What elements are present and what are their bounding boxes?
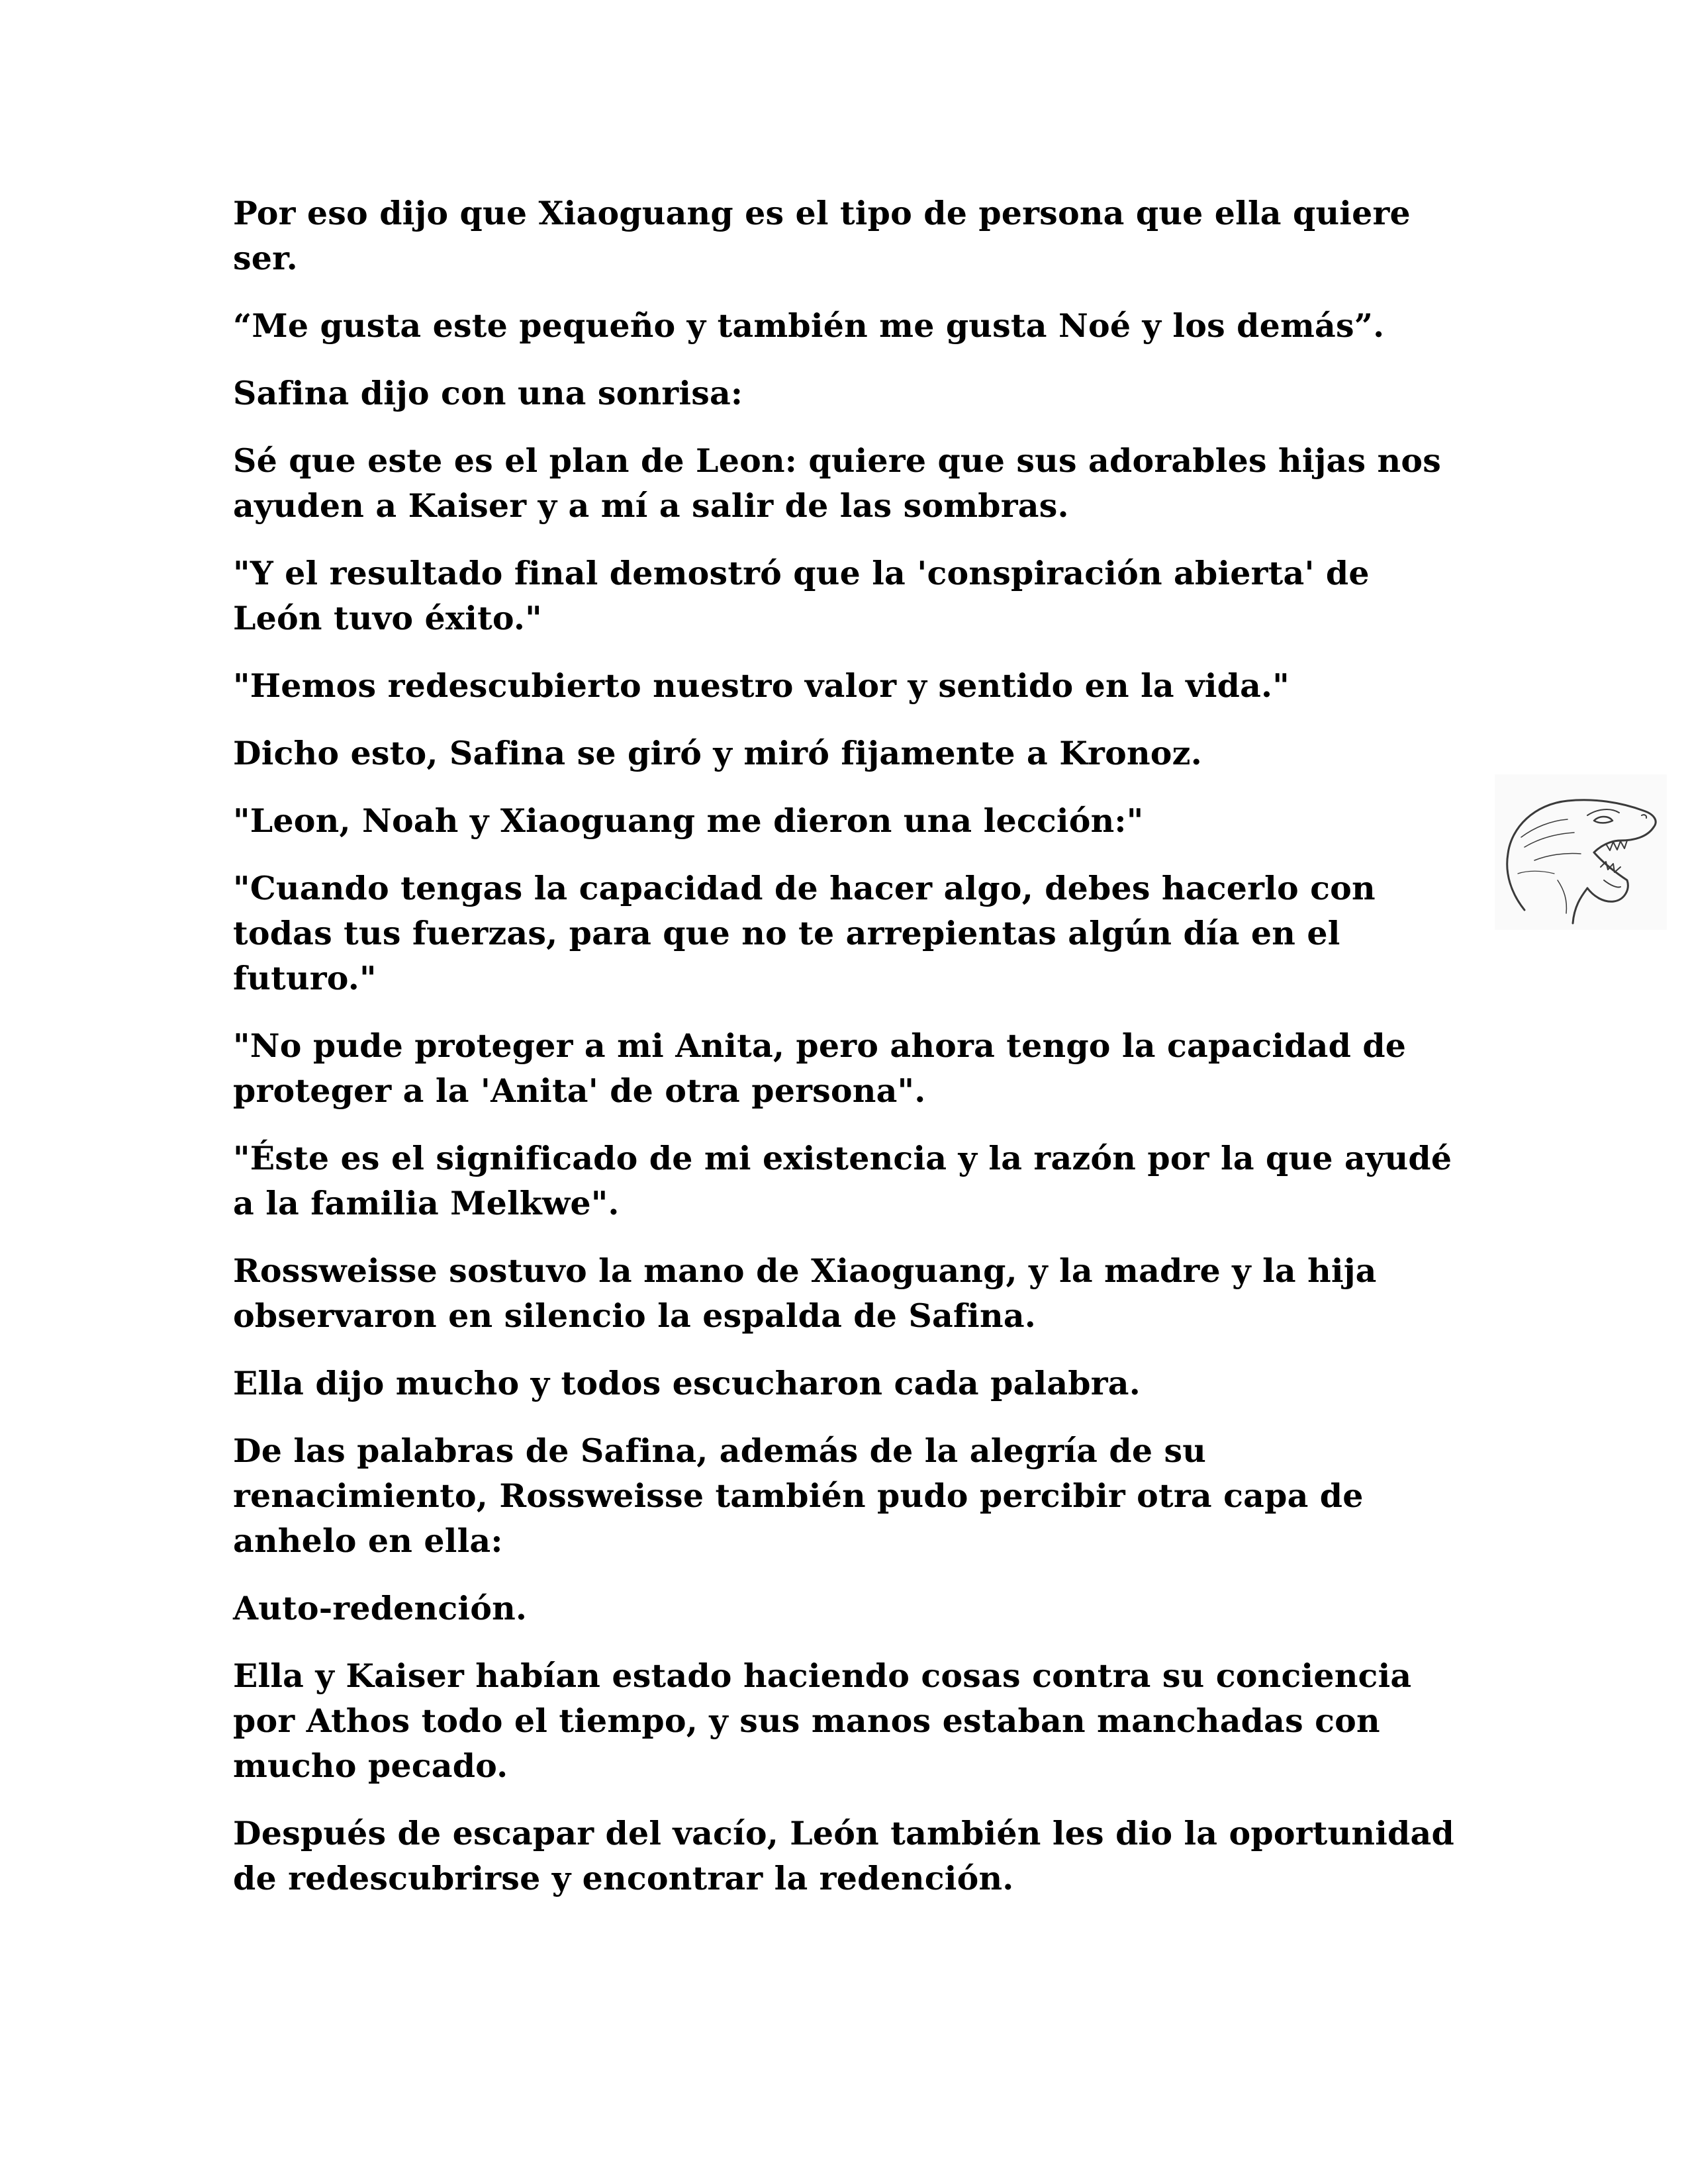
paragraph: "Y el resultado final demostró que la 'conspiración abierta' de León tuvo éxito." xyxy=(233,554,1370,637)
paragraph: Sé que este es el plan de Leon: quiere que sus adorables hijas nos ayuden a Kaiser y a mí a salir de las sombras. xyxy=(233,441,1442,525)
paragraph: "No pude proteger a mi Anita, pero ahora tengo la capacidad de proteger a la 'Anita' de otra persona". xyxy=(233,1026,1407,1110)
paragraph: “Me gusta este pequeño y también me gusta Noé y los demás”. xyxy=(233,306,1385,345)
paragraph: Safina dijo con una sonrisa: xyxy=(233,374,743,412)
paragraph: Por eso dijo que Xiaoguang es el tipo de persona que ella quiere ser. xyxy=(233,194,1411,277)
paragraph: Ella y Kaiser habían estado haciendo cosas contra su conciencia por Athos todo el tiempo, y sus manos estaban manchadas con mucho pecado. xyxy=(233,1657,1412,1785)
paragraph: "Leon, Noah y Xiaoguang me dieron una lección:" xyxy=(233,801,1144,840)
dinosaur-head-sketch-icon xyxy=(1495,774,1667,930)
paragraph: Dicho esto, Safina se giró y miró fijamente a Kronoz. xyxy=(233,734,1202,772)
paragraph: De las palabras de Safina, además de la alegría de su renacimiento, Rossweisse también pudo percibir otra capa de anhelo en ella: xyxy=(233,1432,1364,1560)
paragraph: Después de escapar del vacío, León también les dio la oportunidad de redescubrirse y encontrar la redención. xyxy=(233,1814,1454,1897)
paragraph: "Éste es el significado de mi existencia y la razón por la que ayudé a la familia Melkwe". xyxy=(233,1139,1452,1222)
paragraph: Rossweisse sostuvo la mano de Xiaoguang, y la madre y la hija observaron en silencio la espalda de Safina. xyxy=(233,1251,1377,1335)
paragraph: "Cuando tengas la capacidad de hacer algo, debes hacerlo con todas tus fuerzas, para que no te arrepientas algún día en el futuro." xyxy=(233,869,1376,997)
paragraph: Auto-redención. xyxy=(233,1589,528,1627)
paragraph: "Hemos redescubierto nuestro valor y sentido en la vida." xyxy=(233,666,1290,705)
body-text xyxy=(233,191,1458,1923)
paragraph: Ella dijo mucho y todos escucharon cada palabra. xyxy=(233,1364,1141,1402)
